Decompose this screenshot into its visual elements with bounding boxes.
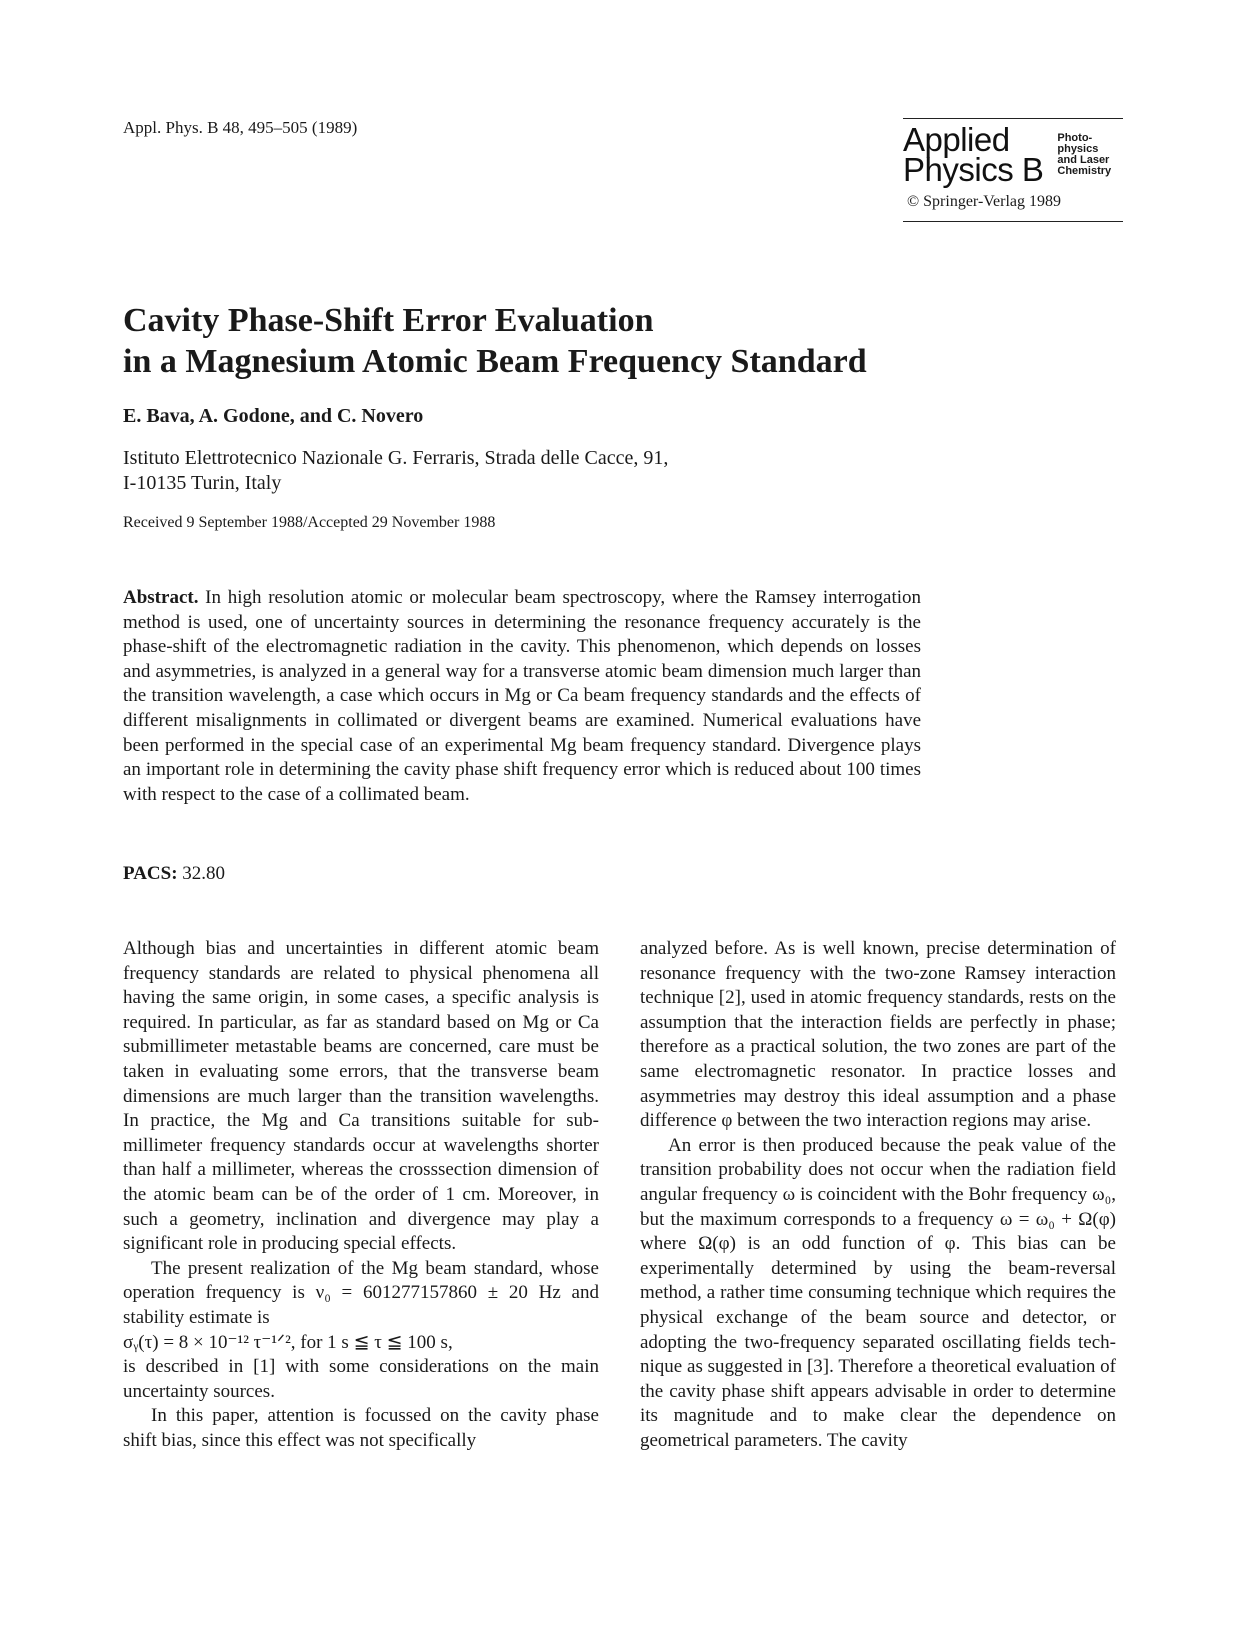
body-column-left	[123, 937, 599, 1453]
journal-name-line1: Applied	[903, 121, 1010, 158]
body-column-right	[640, 937, 1116, 1453]
paper-title-line2: in a Magnesium Atomic Beam Frequency Standard	[123, 343, 867, 380]
left-paragraph-2: The present realization of the Mg beam standard, whose operation frequency is ν₀ = 601277157860 ± 20 Hz and stability estimate is	[123, 1257, 599, 1328]
pacs	[123, 863, 225, 885]
abstract-label: Abstract.	[123, 587, 199, 608]
journal-subtitle-line3: and Laser	[1057, 154, 1110, 166]
stability-equation: σᵧ(τ) = 8 × 10⁻¹² τ⁻¹ᐟ², for 1 s ≦ τ ≦ 100 s,	[123, 1331, 453, 1353]
logo-rule-bottom	[903, 221, 1123, 222]
abstract	[123, 586, 921, 807]
left-paragraph-3: is described in [1] with some considerations on the main uncertainty sources.	[123, 1356, 599, 1402]
authors: E. Bava, A. Godone, and C. Novero	[123, 405, 424, 427]
left-paragraph-1: Although bias and uncertainties in different atomic beam frequency standards are related to physical phenomena all having the same origin, in some cases, a specific analysis is required. In particular, as far as standard based on Mg or Ca submillimeter metastable beams are concerned, care must be taken in evaluating some errors, that the transverse beam dimensions are much larger than the transition wavelengths. In practice, the Mg and Ca transitions suitable for submillimeter frequency standards occur at wavelengths shorter than half a millimeter, whereas the crosssection dimension of the atomic beam can be of the order of 1 cm. Moreover, in such a geometry, inclination and divergence may play a significant role in producing special effects.	[123, 938, 599, 1255]
journal-subtitle	[1057, 133, 1111, 177]
copyright: © Springer-Verlag 1989	[907, 193, 1062, 210]
paper-title	[123, 300, 867, 382]
journal-name	[903, 121, 1044, 188]
journal-citation: Appl. Phys. B 48, 495–505 (1989)	[123, 118, 358, 137]
paper-title-line1: Cavity Phase-Shift Error Evaluation	[123, 302, 654, 339]
journal-subtitle-line4: Chemistry	[1057, 165, 1112, 177]
abstract-text: In high resolution atomic or molecular beam spectroscopy, where the Ramsey interrogation method is used, one of uncertainty sources in determining the resonance frequency accurately is the phase-shift of the electromagnetic radiation in the cavity. This phenomenon, which depends on losses and asymmetries, is analyzed in a general way for a transverse atomic beam dimension much larger than the transition wavelength, a case which occurs in Mg or Ca beam frequency standards and the effects of different misalignments in collimated or divergent beams are examined. Numerical evaluations have been performed in the special case of an experimental Mg beam frequency standard. Divergence plays an important role in determining the cavity phase shift frequency error which is reduced about 100 times with respect to the case of a collimated beam.	[123, 587, 921, 805]
right-paragraph-1: analyzed before. As is well known, precise determination of resonance frequency with the two-zone Ramsey interaction technique [2], used in atomic frequency standards, rests on the assumption that the interaction fields are perfectly in phase; therefore as a practical solution, the two zones are part of the same electromagnetic resonator. In practice losses and asymmetries may destroy this ideal assumption and a phase difference φ between the two interaction regions may arise.	[640, 938, 1116, 1132]
right-paragraph-2: An error is then produced because the peak value of the transition probability does not occur when the radiation field angular frequency ω is coincident with the Bohr frequency ω₀, but the maximum corresponds to a frequency ω = ω₀ + Ω(φ) where Ω(φ) is an odd function of φ. This bias can be experimentally determined by using the beam-reversal method, a rather time consuming technique which requires the physical exchange of the beam source and detector, or adopting the two-frequency separated oscillating fields technique as suggested in [3]. Therefore a theoretical evaluation of the cavity phase shift appears advisable in order to determine its magnitude and to make clear the dependence on geometrical parameters. The cavity	[640, 1134, 1116, 1451]
affiliation-line2: I-10135 Turin, Italy	[123, 472, 282, 494]
journal-logo-block	[903, 118, 1123, 222]
journal-subtitle-line2: physics	[1057, 143, 1099, 155]
journal-name-line2: Physics B	[903, 151, 1044, 188]
affiliation-line1: Istituto Elettrotecnico Nazionale G. Ferraris, Strada delle Cacce, 91,	[123, 447, 669, 469]
logo-rule-top	[903, 118, 1123, 119]
left-paragraph-4: In this paper, attention is focussed on the cavity phase shift bias, since this effect was not specifically	[123, 1405, 599, 1451]
received-dates: Received 9 September 1988/Accepted 29 November 1988	[123, 514, 496, 531]
affiliation	[123, 446, 668, 496]
pacs-value: 32.80	[182, 863, 226, 884]
journal-logo	[903, 121, 1123, 188]
pacs-label: PACS:	[123, 863, 178, 884]
journal-subtitle-line1: Photo-	[1057, 132, 1093, 144]
